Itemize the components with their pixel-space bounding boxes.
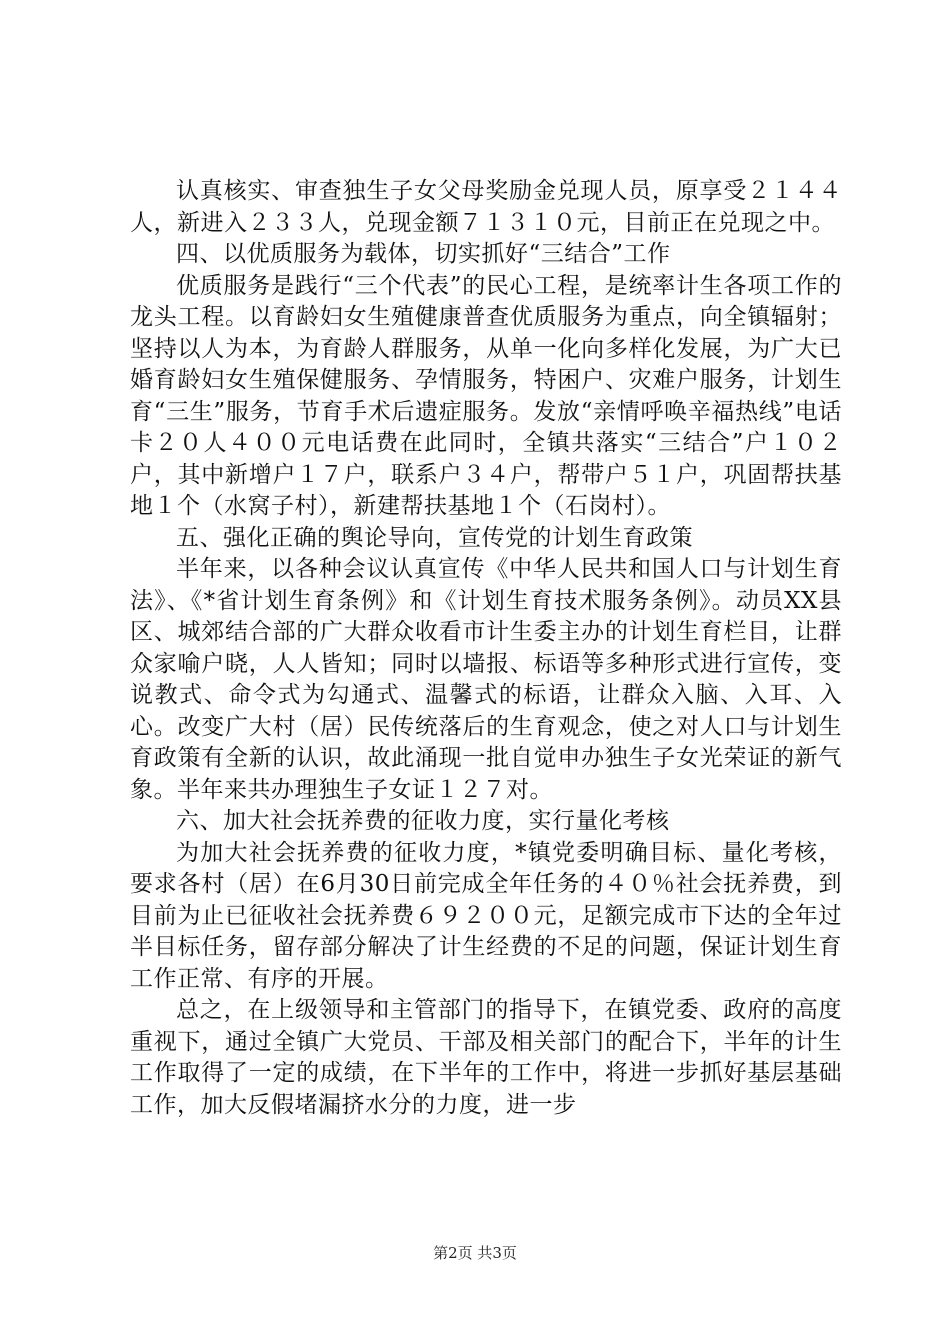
section-heading-social-fee: 六、加大社会抚养费的征收力度，实行量化考核 [176,808,670,834]
paragraph-publicity: 半年来，以各种会议认真宣传《中华人民共和国人口与计划生育法》、《*省计划生育条例》和《计划生育技术服务条例》。动员XX县区、城郊结合部的广大群众收看市计生委主办的计划生育栏目，让群众家喻户晓，人人皆知；同时以墙报、标语等多种形式进行宣传，变说教式、命令式为勾通式、温馨式的标语，让群众入脑、入耳、入心。改变广大村（居）民传统落后的生育观念，使之对人口与计划生育政策有全新的认识，故此涌现一批自觉申办独生子女光荣证的新气象。半年来共办理独生子女证１２７对。 [130,556,842,803]
paragraph-quality-service: 优质服务是践行“三个代表”的民心工程，是统率计生各项工作的龙头工程。以育龄妇女生殖健康普查优质服务为重点，向全镇辐射；坚持以人为本，为育龄人群服务，从单一化向多样化发展，为广大已婚育龄妇女生殖保健服务、孕情服务，特困户、灾难户服务，计划生育“三生”服务，节育手术后遗症服务。发放“亲情呼唤辛福热线”电话卡２０人４００元电话费在此同时，全镇共落实“三结合”户１０２户，其中新增户１７户，联系户３４户，帮带户５１户，巩固帮扶基地１个（水窝子村），新建帮扶基地１个（石岗村）。 [130,272,842,519]
page-number: 第2页 共3页 [433,1244,517,1262]
page-footer [0,1243,950,1263]
section-heading-quality-service: 四、以优质服务为载体，切实抓好“三结合”工作 [176,241,671,267]
section-heading-public-opinion: 五、强化正确的舆论导向，宣传党的计划生育政策 [176,524,693,551]
document-body [130,176,842,1121]
paragraph-social-fee: 为加大社会抚养费的征收力度，*镇党委明确目标、量化考核，要求各村（居）在6月30日前完成全年任务的４０％社会抚养费，到目前为止已征收社会抚养费６９２００元，足额完成市下达的全年过半目标任务，留存部分解决了计生经费的不足的问题，保证计划生育工作正常、有序的开展。 [130,839,842,992]
paragraph-reward-verification: 认真核实、审查独生子女父母奖励金兑现人员，原享受２１４４人，新进入２３３人，兑现金额７１３１０元，目前正在兑现之中。 [130,178,842,236]
paragraph-summary: 总之，在上级领导和主管部门的指导下，在镇党委、政府的高度重视下，通过全镇广大党员、干部及相关部门的配合下，半年的计生工作取得了一定的成绩，在下半年的工作中，将进一步抓好基层基础工作，加大反假堵漏挤水分的力度，进一步 [130,997,842,1118]
